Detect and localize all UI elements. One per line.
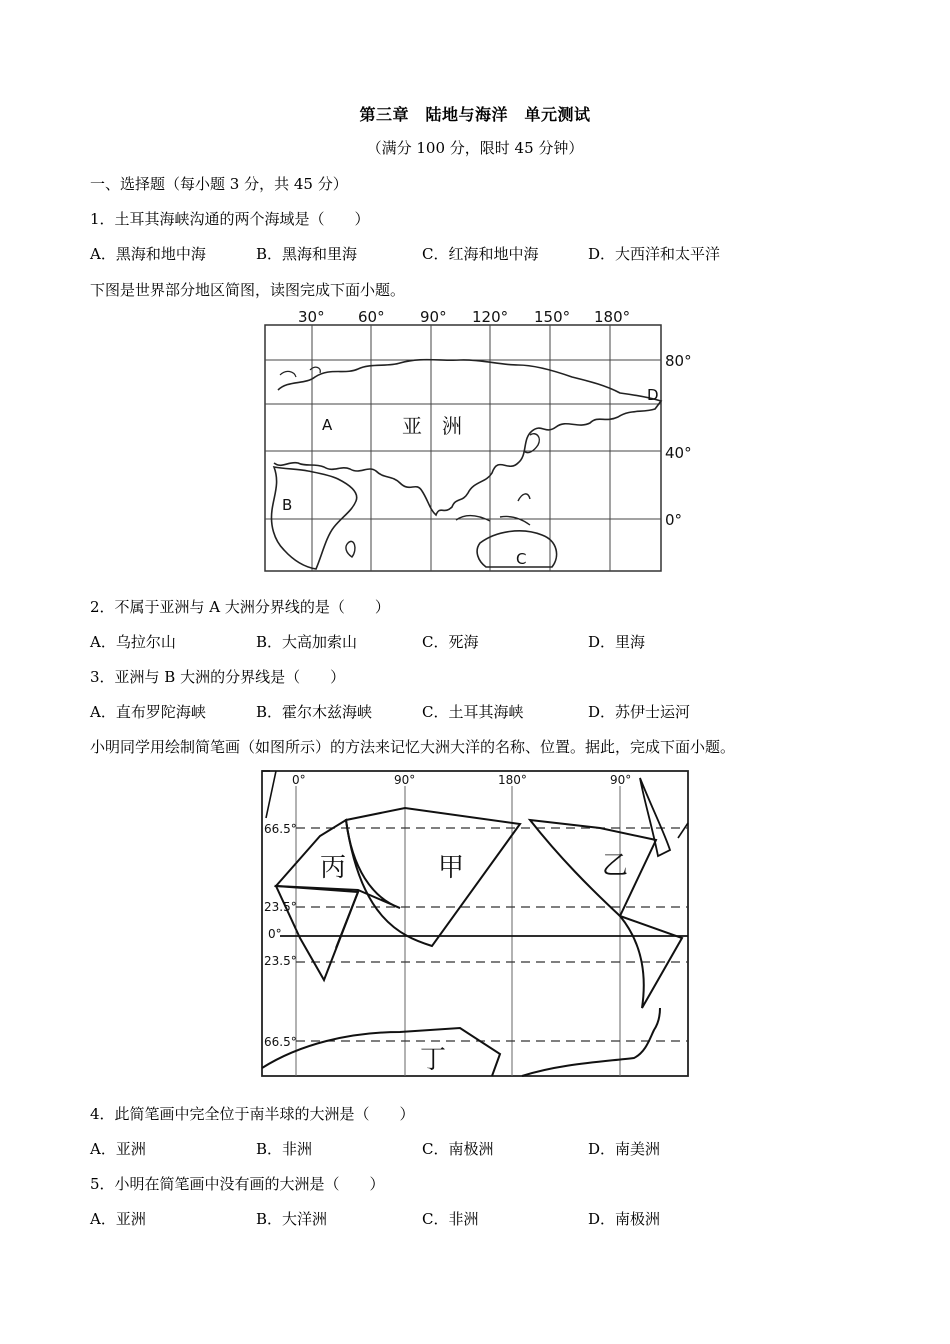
question-5-stem: 5．小明在简笔画中没有画的大洲是（ ） <box>90 1175 385 1193</box>
question-4-option-a[interactable]: A．亚洲 <box>90 1140 146 1158</box>
question-3-options <box>90 701 850 723</box>
intro-map-1: 下图是世界部分地区简图，读图完成下面小题。 <box>90 281 406 299</box>
question-3-option-d[interactable]: D．苏伊士运河 <box>588 703 691 721</box>
question-5-options <box>90 1208 850 1230</box>
intro-map-2: 小明同学用绘制简笔画（如图所示）的方法来记忆大洲大洋的名称、位置。据此，完成下面小题。 <box>90 738 736 756</box>
sketch-lon-label: 90° <box>610 773 632 787</box>
lon-label: 90° <box>420 308 447 326</box>
question-2-options <box>90 631 850 653</box>
question-1-option-d[interactable]: D．大西洋和太平洋 <box>588 245 721 263</box>
lat-label: 40° <box>665 444 692 462</box>
question-2-stem: 2．不属于亚洲与 A 大洲分界线的是（ ） <box>90 598 390 616</box>
question-1-stem: 1．土耳其海峡沟通的两个海域是（ ） <box>90 210 370 228</box>
longitude-labels <box>298 308 630 326</box>
lon-label: 180° <box>594 308 631 326</box>
lon-label: 60° <box>358 308 385 326</box>
question-2-option-d[interactable]: D．里海 <box>588 633 646 651</box>
sketch-lat-label: 23.5° <box>264 954 297 968</box>
shape-label-yi: 乙 <box>602 851 629 881</box>
question-1-options <box>90 243 850 265</box>
page-title: 第三章 陆地与海洋 单元测试 <box>359 105 591 124</box>
sketch-lat-label: 0° <box>268 927 282 941</box>
question-1-option-b[interactable]: B．黑海和里海 <box>256 245 358 263</box>
continent-label-asia: 亚 洲 <box>402 414 462 438</box>
lat-label: 0° <box>665 511 683 529</box>
question-3-option-c[interactable]: C．土耳其海峡 <box>422 703 524 721</box>
sketch-lon-label: 180° <box>498 773 527 787</box>
question-3-stem: 3．亚洲与 B 大洲的分界线是（ ） <box>90 668 346 686</box>
sketch-lat-label: 23.5° <box>264 900 297 914</box>
region-label-b: B <box>282 496 293 514</box>
region-label-d: D <box>647 386 659 404</box>
question-4-option-d[interactable]: D．南美洲 <box>588 1140 661 1158</box>
question-4-option-b[interactable]: B．非洲 <box>256 1140 313 1158</box>
sketch-lat-label: 66.5° <box>264 1035 297 1049</box>
question-4-option-c[interactable]: C．南极洲 <box>422 1140 494 1158</box>
lat-label: 80° <box>665 352 692 370</box>
shape-label-jia: 甲 <box>438 853 465 883</box>
region-label-a: A <box>322 416 333 434</box>
continent-sketch-svg <box>260 768 692 1080</box>
question-4-stem: 4．此简笔画中完全位于南半球的大洲是（ ） <box>90 1105 415 1123</box>
latitude-labels <box>665 352 692 529</box>
sketch-lon-label: 0° <box>292 773 306 787</box>
lon-label: 150° <box>534 308 571 326</box>
question-5-option-a[interactable]: A．亚洲 <box>90 1210 146 1228</box>
lon-label: 30° <box>298 308 325 326</box>
region-label-c: C <box>516 550 527 568</box>
continent-sketch-map <box>260 768 692 1080</box>
question-5-option-d[interactable]: D．南极洲 <box>588 1210 661 1228</box>
question-1-option-c[interactable]: C．红海和地中海 <box>422 245 539 263</box>
question-2-option-c[interactable]: C．死海 <box>422 633 479 651</box>
shape-label-bing: 丙 <box>320 853 347 883</box>
section-heading: 一、选择题（每小题 3 分，共 45 分） <box>90 175 348 193</box>
map-frame <box>265 325 661 571</box>
question-3-option-a[interactable]: A．直布罗陀海峡 <box>90 703 206 721</box>
question-2-option-b[interactable]: B．大高加索山 <box>256 633 358 651</box>
world-region-map <box>260 305 700 575</box>
sketch-lon-label: 90° <box>394 773 416 787</box>
question-5-option-c[interactable]: C．非洲 <box>422 1210 479 1228</box>
lon-label: 120° <box>472 308 509 326</box>
world-region-map-svg <box>260 305 700 575</box>
sketch-lat-label: 66.5° <box>264 822 297 836</box>
question-1-option-a[interactable]: A．黑海和地中海 <box>90 245 206 263</box>
question-4-options <box>90 1138 850 1160</box>
question-2-option-a[interactable]: A．乌拉尔山 <box>90 633 176 651</box>
page-subtitle: （满分 100 分，限时 45 分钟） <box>366 139 584 157</box>
question-3-option-b[interactable]: B．霍尔木兹海峡 <box>256 703 373 721</box>
question-5-option-b[interactable]: B．大洋洲 <box>256 1210 328 1228</box>
shape-label-ding: 丁 <box>420 1045 447 1075</box>
